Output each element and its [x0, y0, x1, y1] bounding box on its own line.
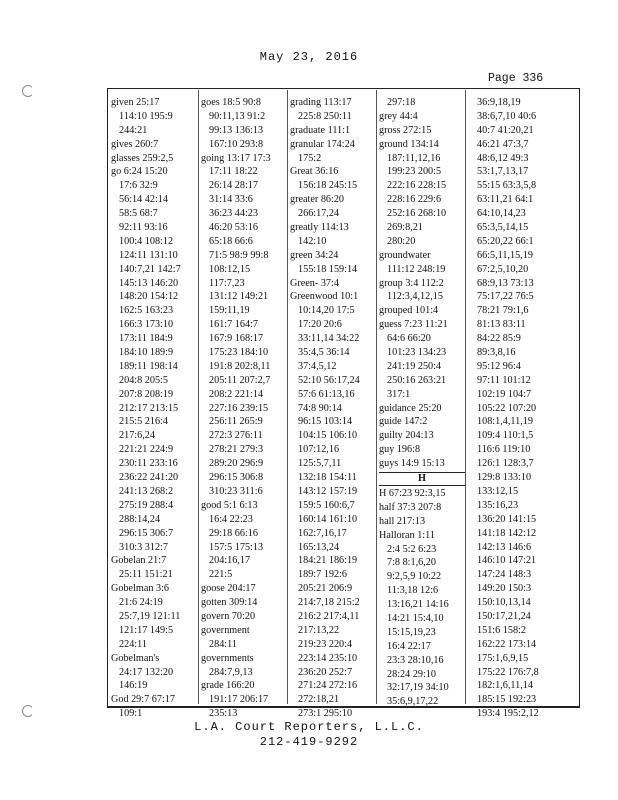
index-entry-reference: 244:21: [119, 124, 148, 136]
index-entry-reference: 131:12 149:21: [209, 291, 269, 303]
index-entry-reference: 252:16 268:10: [387, 208, 447, 220]
index-entry-reference: 32:17,19 34:10: [387, 682, 449, 694]
index-entry-reference: 272:3 276:11: [209, 430, 263, 442]
index-entry-reference: 184:21 186:19: [298, 555, 358, 567]
index-entry-reference: 204:8 205:5: [119, 374, 168, 386]
index-entry-reference: 142:13 146:6: [477, 541, 532, 553]
index-entry-reference: 65:3,5,14,15: [477, 222, 529, 234]
index-entry-reference: 17:20 20:6: [298, 319, 342, 331]
index-entry-reference: 214:7,18 215:2: [298, 597, 360, 609]
index-entry-reference: 205:21 206:9: [298, 583, 353, 595]
index-entry-reference: 56:14 42:14: [119, 194, 168, 206]
index-entry-reference: 296:15 306:7: [119, 527, 174, 539]
punch-hole-top: [22, 85, 34, 97]
index-entry-reference: 116:6 119:10: [477, 444, 531, 456]
index-entry-reference: 167:10 293:8: [209, 138, 264, 150]
index-entry-reference: 109:4 110:1,5: [477, 430, 534, 442]
index-entry-reference: 13:16,21 14:16: [387, 599, 449, 611]
index-entry-reference: 162:22 173:14: [477, 638, 537, 650]
index-entry-reference: 142:10: [298, 235, 327, 247]
index-entry-reference: 35:6,9,17,22: [387, 696, 439, 708]
index-entry-reference: 199:23 200:5: [387, 166, 442, 178]
index-entry-reference: 236:22 241:20: [119, 472, 179, 484]
index-entry-term: God 29:7 67:17: [111, 694, 175, 706]
index-entry-reference: 46:20 53:16: [209, 222, 258, 234]
index-entry-reference: 166:3 173:10: [119, 319, 174, 331]
court-reporter-name: L.A. Court Reporters, L.L.C.: [194, 720, 424, 734]
index-entry-reference: 284:7,9,13: [209, 666, 253, 678]
index-entry-term: H 67:23 92:3,15: [379, 487, 446, 499]
index-entry-reference: 68:9,13 73:13: [477, 277, 534, 289]
index-entry-term: granular 174:24: [290, 138, 355, 150]
index-entry-reference: 102:19 104:7: [477, 388, 532, 400]
index-column-4: [379, 96, 465, 709]
index-entry-reference: 310:23 311:6: [209, 485, 263, 497]
index-entry-reference: 28:24 29:10: [387, 668, 436, 680]
court-reporter-phone: 212-419-9292: [259, 735, 359, 749]
index-entry-term: ground 134:14: [379, 138, 439, 150]
index-entry-reference: 205:11 207:2,7: [209, 374, 271, 386]
index-entry-reference: 81:13 83:11: [477, 319, 526, 331]
index-entry-reference: 55:15 63:3,5,8: [477, 180, 537, 192]
index-entry-reference: 97:11 101:12: [477, 374, 531, 386]
index-entry-term: guess 7:23 11:21: [379, 319, 448, 331]
index-entry-reference: 17:11 18:22: [209, 166, 258, 178]
index-entry-reference: 273:1 295:10: [298, 708, 353, 720]
index-entry-reference: 207:8 208:19: [119, 388, 174, 400]
index-entry-term: greatly 114:13: [290, 222, 349, 234]
index-entry-reference: 236:20 252:7: [298, 666, 353, 678]
index-entry-reference: 65:20,22 66:1: [477, 235, 534, 247]
index-entry-reference: 284:11: [209, 638, 237, 650]
transcript-date: May 23, 2016: [259, 50, 359, 64]
index-entry-term: hall 217:13: [379, 515, 426, 527]
index-entry-reference: 7:8 8:1,6,20: [387, 557, 436, 569]
index-entry-reference: 217:6,24: [119, 430, 155, 442]
index-entry-reference: 48:6,12 49:3: [477, 152, 529, 164]
index-entry-reference: 96:15 103:14: [298, 416, 353, 428]
index-entry-reference: 151:6 158:2: [477, 624, 526, 636]
index-entry-reference: 14:21 15:4,10: [387, 612, 444, 624]
index-entry-reference: 269:8,21: [387, 222, 423, 234]
index-entry-reference: 289:20 296:9: [209, 458, 264, 470]
index-entry-reference: 141:18 142:12: [477, 527, 537, 539]
index-entry-reference: 132:18 154:11: [298, 472, 357, 484]
index-entry-reference: 100:4 108:12: [119, 235, 174, 247]
index-entry-reference: 215:5 216:4: [119, 416, 168, 428]
index-entry-reference: 23:3 28:10,16: [387, 654, 444, 666]
index-entry-reference: 224:11: [119, 638, 147, 650]
index-entry-reference: 15:15,19,23: [387, 626, 436, 638]
index-entry-term: green 34:24: [290, 249, 339, 261]
index-entry-term: Halloran 1:11: [379, 529, 435, 541]
index-entry-reference: 161:7 164:7: [209, 319, 258, 331]
index-entry-term: Gobelan 21:7: [111, 555, 167, 567]
index-entry-reference: 24:17 132:20: [119, 666, 174, 678]
index-entry-term: guy 196:8: [379, 444, 421, 456]
punch-hole-bottom: [22, 705, 34, 717]
index-entry-reference: 25:7,19 121:11: [119, 610, 181, 622]
index-entry-reference: 317:1: [387, 388, 411, 400]
index-entry-reference: 33:11,14 34:22: [298, 333, 360, 345]
index-entry-reference: 165:13,24: [298, 541, 340, 553]
index-entry-term: grey 44:4: [379, 110, 418, 122]
index-entry-reference: 108:1,4,11,19: [477, 416, 533, 428]
index-entry-reference: 280:20: [387, 235, 416, 247]
section-letter-header: H: [379, 472, 465, 486]
index-entry-reference: 296:15 306:8: [209, 472, 264, 484]
index-entry-reference: 46:21 47:3,7: [477, 138, 529, 150]
index-entry-reference: 84:22 85:9: [477, 333, 521, 345]
index-entry-reference: 235:13: [209, 708, 238, 720]
index-entry-reference: 159:5 160:6,7: [298, 499, 355, 511]
index-entry-reference: 221:5: [209, 569, 233, 581]
index-entry-reference: 310:3 312:7: [119, 541, 168, 553]
index-entry-reference: 66:5,11,15,19: [477, 249, 533, 261]
index-entry-term: guidance 25:20: [379, 402, 442, 414]
index-entry-reference: 10:14,20 17:5: [298, 305, 355, 317]
index-entry-reference: 40:7 41:20,21: [477, 124, 534, 136]
index-entry-term: Gobelman 3:6: [111, 583, 170, 595]
index-entry-reference: 109:1: [119, 708, 143, 720]
index-entry-reference: 145:13 146:20: [119, 277, 179, 289]
index-entry-reference: 173:11 184:9: [119, 333, 173, 345]
index-entry-term: grouped 101:4: [379, 305, 439, 317]
index-entry-reference: 92:11 93:16: [119, 222, 168, 234]
index-entry-term: goose 204:17: [201, 583, 256, 595]
index-entry-reference: 266:17,24: [298, 208, 340, 220]
index-entry-reference: 147:24 148:3: [477, 569, 532, 581]
index-entry-reference: 16:4 22:17: [387, 640, 431, 652]
index-entry-reference: 133:12,15: [477, 485, 519, 497]
index-entry-reference: 191:17 206:17: [209, 694, 269, 706]
index-entry-reference: 150:10,13,14: [477, 597, 531, 609]
index-entry-term: go 6:24 15:20: [111, 166, 168, 178]
index-entry-reference: 71:5 98:9 99:8: [209, 249, 269, 261]
index-entry-reference: 31:14 33:6: [209, 194, 253, 206]
index-entry-reference: 16:4 22:23: [209, 513, 253, 525]
column-divider: [198, 90, 199, 704]
index-entry-reference: 135:16,23: [477, 499, 519, 511]
index-entry-reference: 193:4 195:2,12: [477, 708, 539, 720]
index-entry-reference: 53:1,7,13,17: [477, 166, 529, 178]
index-entry-reference: 219:23 220:4: [298, 638, 353, 650]
index-entry-reference: 230:11 233:16: [119, 458, 178, 470]
index-entry-reference: 58:5 68:7: [119, 208, 158, 220]
index-entry-reference: 297:18: [387, 97, 416, 108]
index-entry-reference: 271:24 272:16: [298, 680, 358, 692]
index-entry-reference: 26:14 28:17: [209, 180, 258, 192]
index-entry-reference: 189:11 198:14: [119, 360, 178, 372]
index-entry-reference: 146:19: [119, 680, 148, 692]
index-entry-term: government: [201, 624, 250, 636]
index-entry-reference: 288:14,24: [119, 513, 161, 525]
index-entry-reference: 95:12 96:4: [477, 360, 521, 372]
index-entry-reference: 256:11 265:9: [209, 416, 263, 428]
index-entry-reference: 150:17,21,24: [477, 610, 531, 622]
index-entry-reference: 160:14 161:10: [298, 513, 358, 525]
index-entry-reference: 228:16 229:6: [387, 194, 442, 206]
index-entry-term: groundwater: [379, 249, 431, 261]
index-entry-reference: 124:11 131:10: [119, 249, 178, 261]
index-entry-reference: 187:11,12,16: [387, 152, 441, 164]
index-entry-reference: 17:6 32:9: [119, 180, 158, 192]
index-entry-reference: 65:18 66:6: [209, 235, 253, 247]
index-entry-reference: 189:7 192:6: [298, 569, 347, 581]
index-entry-reference: 111:12 248:19: [387, 263, 446, 275]
index-entry-reference: 175:23 184:10: [209, 347, 269, 359]
index-entry-reference: 101:23 134:23: [387, 347, 447, 359]
index-entry-reference: 223:14 235:10: [298, 652, 358, 664]
index-entry-reference: 2:4 5:2 6:23: [387, 543, 437, 555]
index-entry-term: gives 260:7: [111, 138, 159, 150]
index-entry-reference: 64:6 66:20: [387, 333, 431, 345]
index-entry-reference: 146:10 147:21: [477, 555, 537, 567]
index-entry-term: grade 166:20: [201, 680, 255, 692]
index-entry-reference: 148:20 154:12: [119, 291, 179, 303]
index-entry-reference: 37:4,5,12: [298, 360, 337, 372]
index-entry-reference: 74:8 90:14: [298, 402, 342, 414]
index-entry-reference: 175:2: [298, 152, 322, 164]
index-column-5: [469, 96, 555, 721]
index-entry-reference: 272:18,21: [298, 694, 340, 706]
index-entry-term: group 3:4 112:2: [379, 277, 444, 289]
index-column-3: [290, 96, 376, 721]
index-entry-reference: 156:18 245:15: [298, 180, 358, 192]
index-entry-term: gross 272:15: [379, 124, 432, 136]
index-entry-reference: 222:16 228:15: [387, 180, 447, 192]
index-entry-reference: 175:1,6,9,15: [477, 652, 529, 664]
index-entry-reference: 75:17,22 76:5: [477, 291, 534, 303]
index-entry-reference: 140:7,21 142:7: [119, 263, 181, 275]
index-entry-reference: 149:20 150:3: [477, 583, 532, 595]
index-entry-reference: 225:8 250:11: [298, 110, 352, 122]
index-entry-reference: 105:22 107:20: [477, 402, 537, 414]
index-entry-reference: 136:20 141:15: [477, 513, 537, 525]
index-entry-term: Greenwood 10:1: [290, 291, 359, 303]
index-entry-reference: 216:2 217:4,11: [298, 610, 360, 622]
index-entry-reference: 89:3,8,16: [477, 347, 516, 359]
column-divider: [465, 90, 466, 704]
index-entry-reference: 217:13,22: [298, 624, 340, 636]
index-column-2: [201, 96, 287, 721]
index-entry-term: gotten 309:14: [201, 597, 258, 609]
index-entry-reference: 9:2,5,9 10:22: [387, 571, 442, 583]
index-entry-reference: 221:21 224:9: [119, 444, 174, 456]
index-entry-reference: 182:1,6,11,14: [477, 680, 533, 692]
index-entry-term: govern 70:20: [201, 610, 256, 622]
index-entry-reference: 67:2,5,10,20: [477, 263, 529, 275]
index-entry-reference: 57:6 61:13,16: [298, 388, 355, 400]
index-entry-term: Green- 37:4: [290, 277, 339, 289]
index-entry-term: governments: [201, 652, 254, 664]
index-entry-reference: 64:10,14,23: [477, 208, 526, 220]
index-entry-term: guilty 204:13: [379, 430, 434, 442]
index-entry-reference: 36:23 44:23: [209, 208, 258, 220]
index-entry-term: graduate 111:1: [290, 124, 351, 136]
index-entry-reference: 204:16,17: [209, 555, 251, 567]
index-entry-term: glasses 259:2,5: [111, 152, 174, 164]
index-entry-reference: 157:5 175:13: [209, 541, 264, 553]
column-divider: [376, 90, 377, 704]
index-entry-reference: 143:12 157:19: [298, 485, 358, 497]
index-entry-reference: 108:12,15: [209, 263, 251, 275]
index-entry-reference: 227:16 239:15: [209, 402, 269, 414]
index-entry-reference: 129:8 133:10: [477, 472, 532, 484]
index-entry-reference: 167:9 168:17: [209, 333, 264, 345]
index-entry-reference: 162:7,16,17: [298, 527, 347, 539]
index-entry-reference: 159:11,19: [209, 305, 250, 317]
index-entry-reference: 212:17 213:15: [119, 402, 179, 414]
column-divider: [287, 90, 288, 704]
index-entry-reference: 278:21 279:3: [209, 444, 264, 456]
index-entry-reference: 78:21 79:1,6: [477, 305, 529, 317]
index-entry-reference: 184:10 189:9: [119, 347, 174, 359]
index-entry-reference: 25:11 151:21: [119, 569, 173, 581]
index-entry-reference: 250:16 263:21: [387, 374, 447, 386]
index-entry-reference: 35:4,5 36:14: [298, 347, 350, 359]
index-entry-term: good 5:1 6:13: [201, 499, 258, 511]
index-entry-term: guys 14:9 15:13: [379, 458, 445, 470]
index-column-1: [111, 96, 197, 721]
index-entry-term: greater 86:20: [290, 194, 345, 206]
index-entry-reference: 185:15 192:23: [477, 694, 537, 706]
index-entry-reference: 21:6 24:19: [119, 597, 163, 609]
index-entry-reference: 117:7,23: [209, 277, 245, 289]
index-entry-reference: 175:22 176:7,8: [477, 666, 539, 678]
index-entry-reference: 38:6,7,10 40:6: [477, 110, 537, 122]
index-entry-reference: 275:19 288:4: [119, 499, 174, 511]
index-entry-term: Gobelman's: [111, 652, 160, 664]
index-entry-reference: 90:11,13 91:2: [209, 110, 266, 122]
index-entry-reference: 104:15 106:10: [298, 430, 358, 442]
index-entry-term: half 37:3 207:8: [379, 501, 442, 513]
index-entry-reference: 155:18 159:14: [298, 263, 358, 275]
page-number: Page 336: [488, 72, 544, 85]
index-entry-reference: 191:8 202:8,11: [209, 360, 271, 372]
index-entry-term: given 25:17: [111, 97, 160, 108]
index-entry-reference: 112:3,4,12,15: [387, 291, 443, 303]
index-entry-reference: 241:13 268:2: [119, 485, 174, 497]
index-entry-reference: 114:10 195:9: [119, 110, 173, 122]
index-entry-reference: 107:12,16: [298, 444, 340, 456]
index-entry-reference: 162:5 163:23: [119, 305, 174, 317]
index-entry-term: guide 147:2: [379, 416, 428, 428]
index-entry-reference: 126:1 128:3,7: [477, 458, 534, 470]
index-entry-reference: 121:17 149:5: [119, 624, 174, 636]
index-entry-reference: 125:5,7,11: [298, 458, 342, 470]
index-entry-reference: 208:2 221:14: [209, 388, 264, 400]
index-entry-term: grading 113:17: [290, 97, 352, 108]
index-entry-term: Great 36:16: [290, 166, 339, 178]
index-entry-reference: 29:18 66:16: [209, 527, 258, 539]
index-entry-term: going 13:17 17:3: [201, 152, 271, 164]
index-entry-reference: 36:9,18,19: [477, 97, 521, 108]
index-entry-reference: 99:13 136:13: [209, 124, 264, 136]
index-entry-reference: 11:3,18 12:6: [387, 585, 439, 597]
index-entry-reference: 52:10 56:17,24: [298, 374, 360, 386]
index-entry-reference: 241:19 250:4: [387, 360, 442, 372]
index-entry-term: goes 18:5 90:8: [201, 97, 261, 108]
index-entry-reference: 63:11,21 64:1: [477, 194, 534, 206]
